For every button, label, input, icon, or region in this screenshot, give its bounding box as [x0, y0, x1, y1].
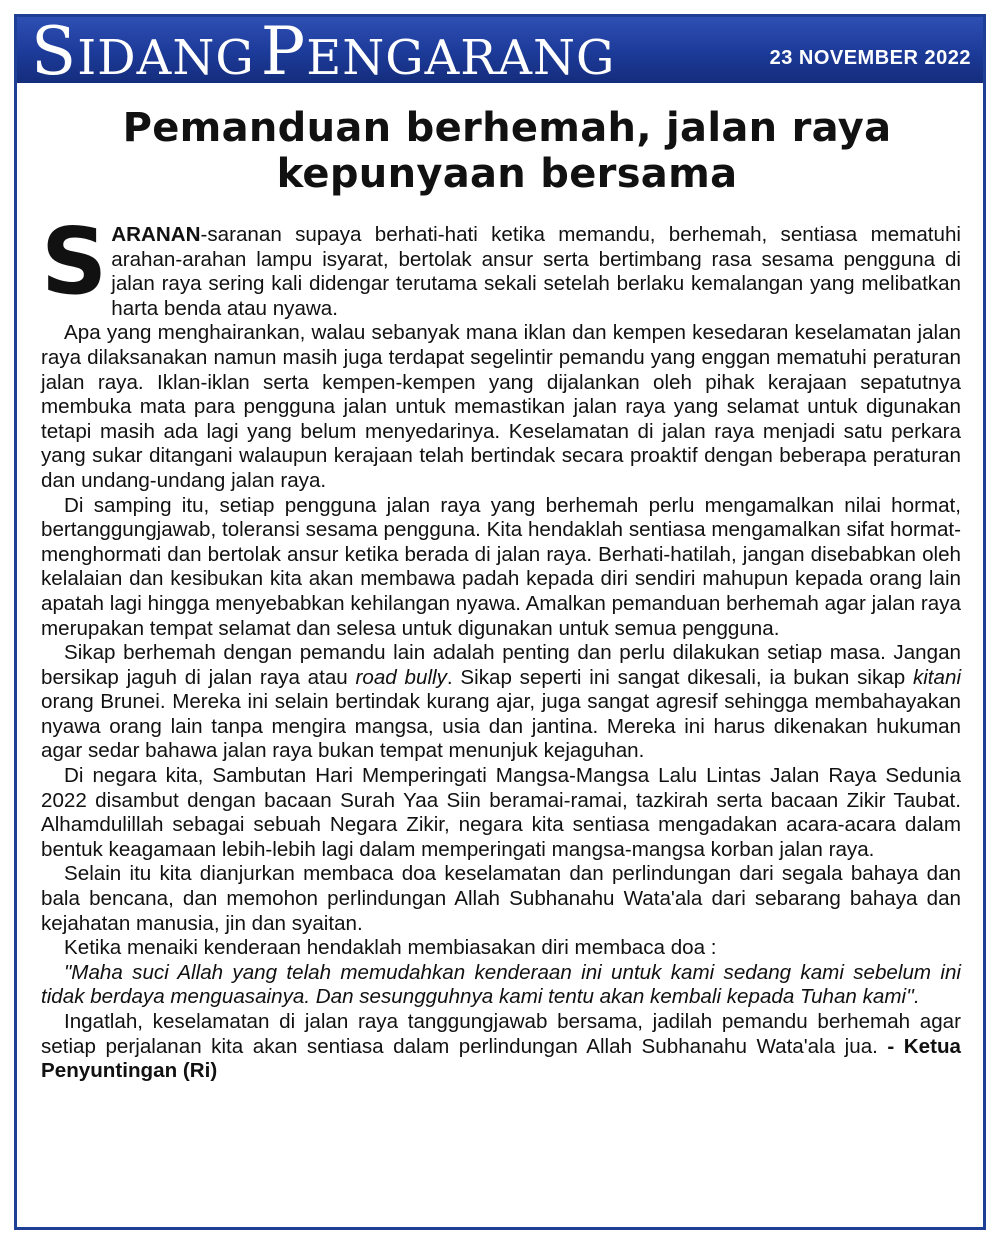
masthead-title — [31, 13, 616, 91]
paragraph-4-part-c: orang Brunei. Mereka ini selain bertindak kurang ajar, juga sangat agresif sehingga membahayakan nyawa orang lain tanpa mengira mangsa, usia dan jantina. Mereka ini harus dikenakan hukuman agar sedar bahawa jalan raya bukan tempat menunjuk kejaguhan. — [41, 690, 961, 763]
paragraph-6: Selain itu kita dianjurkan membaca doa keselamatan dan perlindungan dari segala bahaya dan bala bencana, dan memohon perlindungan Allah Subhanahu Wata'ala dari sebarang bahaya dan kejahatan manusia, jin dan syaitan. — [41, 862, 961, 935]
lead-word: ARANAN — [111, 223, 201, 246]
headline-line-2: kepunyaan bersama — [276, 151, 738, 197]
paragraph-7: Ketika menaiki kenderaan hendaklah membiasakan diri membaca doa : — [64, 936, 717, 960]
prayer-quote-text: "Maha suci Allah yang telah memudahkan kenderaan ini untuk kami sedang kami sebelum ini tidak berdaya menguasainya. Dan sesungguhnya kami tentu akan kembali kepada Tuhan kami''. — [41, 960, 961, 1009]
prayer-quote — [41, 961, 961, 1010]
headline-line-1: Pemanduan berhemah, jalan raya — [122, 105, 892, 151]
paragraph-2: Apa yang menghairankan, walau sebanyak mana iklan dan kempen kesedaran keselamatan jalan raya dilaksanakan namun masih juga terdapat segelintir pemandu yang enggan mematuhi peraturan jalan raya. Iklan-iklan serta kempen-kempen yang dijalankan oleh pihak kerajaan sepatutnya membuka mata para pengguna jalan untuk memastikan jalan raya yang selamat untuk digunakan tetapi masih ada lagi yang belum menyedarinya. Keselamatan di jalan raya menjadi satu perkara yang sukar ditangani walaupun kerajaan telah bertindak secara proaktif dengan beberapa peraturan dan undang-undang jalan raya. — [41, 321, 961, 492]
paragraph-8-text: Ingatlah, keselamatan di jalan raya tanggungjawab bersama, jadilah pemandu berhemah agar setiap perjalanan kita akan sentiasa dalam perlindungan Allah Subhanahu Wata'ala jua. — [41, 1010, 961, 1058]
paragraph-3: Di samping itu, setiap pengguna jalan raya yang berhemah perlu mengamalkan nilai hormat, bertanggungjawab, toleransi sesama pengguna. Kita hendaklah sentiasa mengamalkan sifat hormat-menghormati dan bertolak ansur ketika berada di jalan raya. Berhati-hatilah, jangan disebabkan oleh kelalaian dan kesibukan kita akan membawa padah kepada diri sendiri mahupun kepada orang lain apatah lagi hingga menyebabkan kehilangan nyawa. Amalkan pemanduan berhemah agar jalan raya merupakan tempat selamat dan selesa untuk digunakan untuk semua pengguna. — [41, 493, 961, 640]
paragraph-4-part-a: Sikap berhemah dengan pemandu lain adalah penting dan perlu dilakukan setiap masa. Jangan bersikap jaguh di jalan raya atau — [41, 641, 961, 689]
paragraph-4 — [41, 641, 961, 764]
paragraph-4-italic-kitani: kitani — [912, 665, 962, 689]
masthead-title-word1: IDANG — [77, 30, 255, 86]
paragraph-1-text: -saranan supaya berhati-hati ketika memandu, berhemah, sentiasa mematuhi arahan-arahan lampu isyarat, bertolak ansur serta bertimbang rasa sesama pengguna di jalan raya sering kali didengar terutama sekali setelah berlaku kemalangan yang melibatkan harta benda atau nyawa. — [111, 223, 961, 320]
drop-cap: S — [41, 208, 108, 315]
masthead-title-word2: ENGARANG — [306, 30, 616, 86]
masthead-title-initial: S — [31, 13, 78, 90]
editorial-frame — [14, 14, 986, 1230]
author-signature: - Ketua Penyuntingan (Ri) — [41, 1034, 962, 1083]
paragraph-4-italic-road-bully: road bully — [355, 665, 447, 689]
article-body — [41, 208, 962, 1084]
masthead-title-initial2: P — [260, 13, 307, 90]
paragraph-4-part-b: . Sikap seperti ini sangat dikesali, ia bukan sikap — [446, 665, 913, 689]
headline — [57, 105, 957, 197]
paragraph-5: Di negara kita, Sambutan Hari Memperingati Mangsa-Mangsa Lalu Lintas Jalan Raya Sedunia 2022 disambut dengan bacaan Surah Yaa Siin beramai-ramai, tazkirah serta bacaan Zikir Taubat. Alhamdulillah sebagai sebuah Negara Zikir, negara kita sentiasa mengadakan acara-acara dalam bentuk keagamaan lebih-lebih lagi dalam memperingati mangsa-mangsa korban jalan raya. — [41, 764, 961, 861]
masthead-banner — [17, 13, 983, 90]
paragraph-1 — [41, 208, 961, 321]
paragraph-8 — [41, 1010, 961, 1084]
masthead-date: 23 NOVEMBER 2022 — [769, 47, 971, 69]
